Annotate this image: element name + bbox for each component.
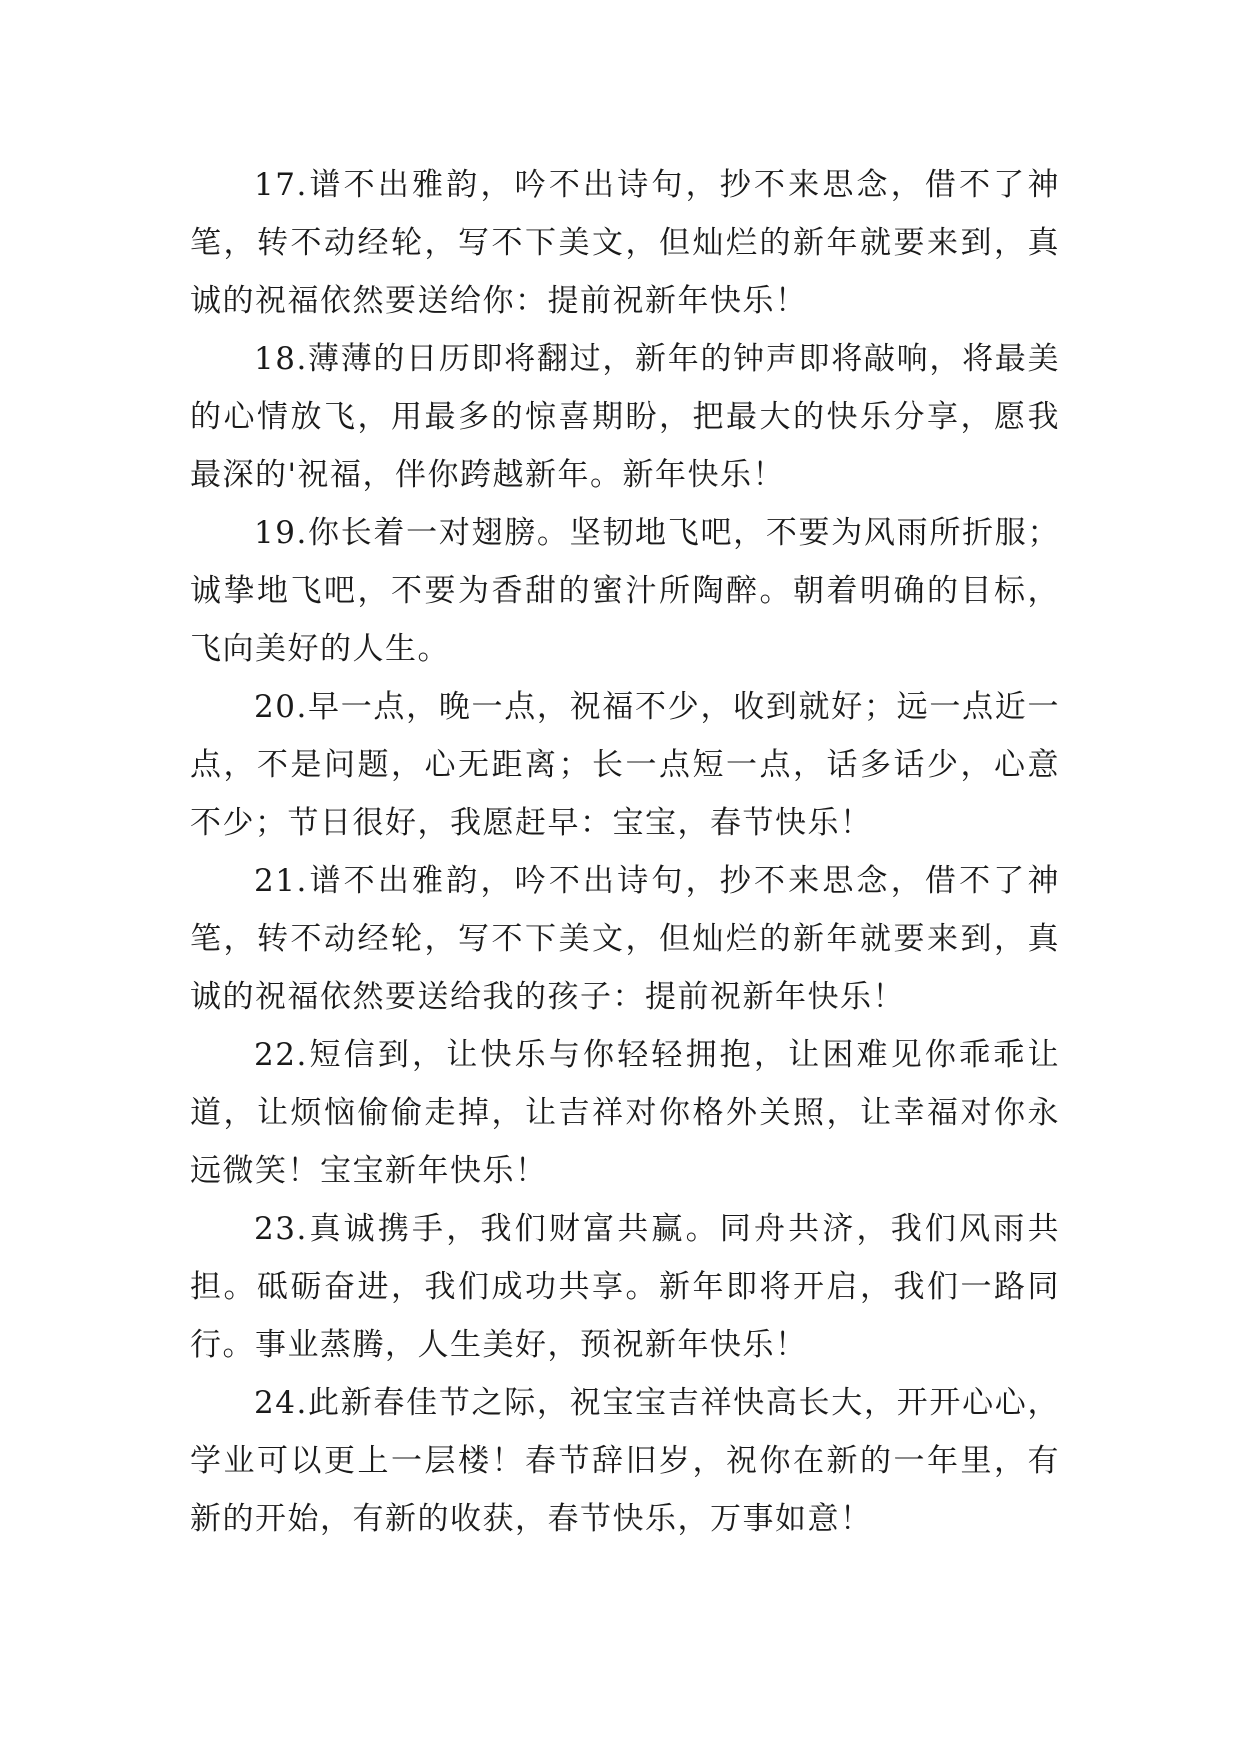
paragraph-19: 19.你长着一对翅膀。坚韧地飞吧，不要为风雨所折服；诚挚地飞吧，不要为香甜的蜜汁所陶醉。朝着明确的目标，飞向美好的人生。 <box>190 515 1060 667</box>
paragraph-18: 18.薄薄的日历即将翻过，新年的钟声即将敲响，将最美的心情放飞，用最多的惊喜期盼，把最大的快乐分享，愿我最深的'祝福，伴你跨越新年。新年快乐！ <box>190 341 1060 493</box>
document-body <box>190 156 1060 1548</box>
paragraph-22: 22.短信到，让快乐与你轻轻拥抱，让困难见你乖乖让道，让烦恼偷偷走掉，让吉祥对你格外关照，让幸福对你永远微笑！宝宝新年快乐！ <box>190 1037 1060 1189</box>
paragraph-17: 17.谱不出雅韵，吟不出诗句，抄不来思念，借不了神笔，转不动经轮，写不下美文，但灿烂的新年就要来到，真诚的祝福依然要送给你：提前祝新年快乐！ <box>190 167 1060 319</box>
paragraph-21: 21.谱不出雅韵，吟不出诗句，抄不来思念，借不了神笔，转不动经轮，写不下美文，但灿烂的新年就要来到，真诚的祝福依然要送给我的孩子：提前祝新年快乐！ <box>190 863 1060 1015</box>
paragraph-24: 24.此新春佳节之际，祝宝宝吉祥快高长大，开开心心，学业可以更上一层楼！春节辞旧岁，祝你在新的一年里，有新的开始，有新的收获，春节快乐，万事如意！ <box>190 1385 1060 1537</box>
paragraph-23: 23.真诚携手，我们财富共赢。同舟共济，我们风雨共担。砥砺奋进，我们成功共享。新年即将开启，我们一路同行。事业蒸腾，人生美好，预祝新年快乐！ <box>190 1211 1060 1363</box>
paragraph-20: 20.早一点，晚一点，祝福不少，收到就好；远一点近一点，不是问题，心无距离；长一点短一点，话多话少，心意不少；节日很好，我愿赶早：宝宝，春节快乐！ <box>190 689 1060 841</box>
